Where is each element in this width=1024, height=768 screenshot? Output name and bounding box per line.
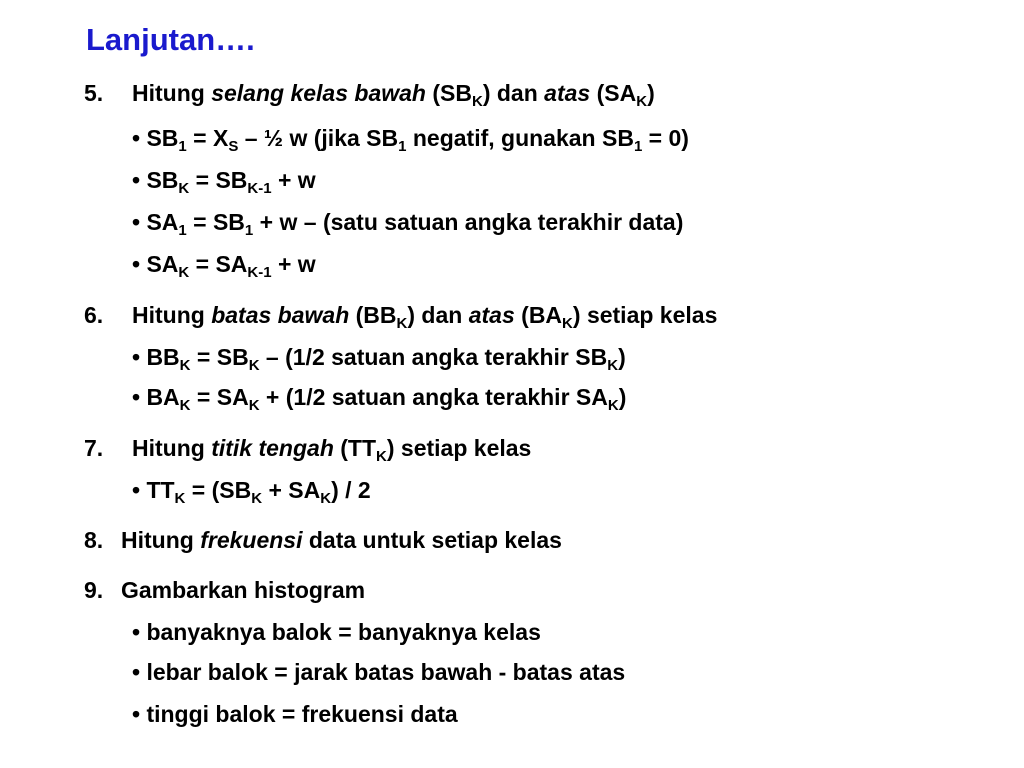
item-6-heading: 6. Hitung batas bawah $(BB_K)$ dan atas $(BA_K)$ setiap kelas [84, 302, 718, 332]
item-number: 7. [84, 435, 104, 461]
slide-title: Lanjutan…. [86, 22, 255, 57]
item-number: 9. [84, 577, 104, 603]
item-number: 6. [84, 302, 104, 328]
item-9-bullet-1: • banyaknya balok = banyaknya kelas [132, 619, 541, 645]
item-9-bullet-3: • tinggi balok = frekuensi data [132, 701, 458, 727]
item-9-heading: 9. Gambarkan histogram [84, 577, 366, 603]
item-7-heading: 7. Hitung titik tengah $(TT_K)$ setiap kelas [84, 435, 532, 465]
item-5-heading: 5. Hitung selang kelas bawah $(SB_K)$ dan atas $(SA_K)$ [84, 80, 655, 110]
item-5-bullet-1: • $SB_1 = X_S$ – ½ w (jika $SB_1$ negatif, gunakan $SB_1 = 0$) [132, 125, 689, 155]
item-9-bullet-2: • lebar balok = jarak batas bawah - batas atas [132, 659, 626, 685]
item-8-heading: 8. Hitung frekuensi data untuk setiap kelas [84, 527, 562, 553]
item-6-bullet-2: • $BA_K = SA_K + (1/2$ satuan angka terakhir $SA_K$) [132, 384, 627, 414]
item-number: 5. [84, 80, 104, 106]
item-number: 8. [84, 527, 104, 553]
item-7-bullet-1: • $TT_K = (SB_K + SA_K) / 2$ [132, 477, 371, 507]
item-5-bullet-3: • $SA_1 = SB_1 + w$ – (satu satuan angka terakhir data) [132, 209, 684, 239]
item-5-bullet-2: • $SB_K = SB_{K-1} + w$ [132, 167, 316, 197]
item-5-bullet-4: • $SA_K = SA_{K-1} + w$ [132, 251, 316, 281]
item-6-bullet-1: • $BB_K = SB_K - (1/2$ satuan angka terakhir $SB_K$) [132, 344, 626, 374]
